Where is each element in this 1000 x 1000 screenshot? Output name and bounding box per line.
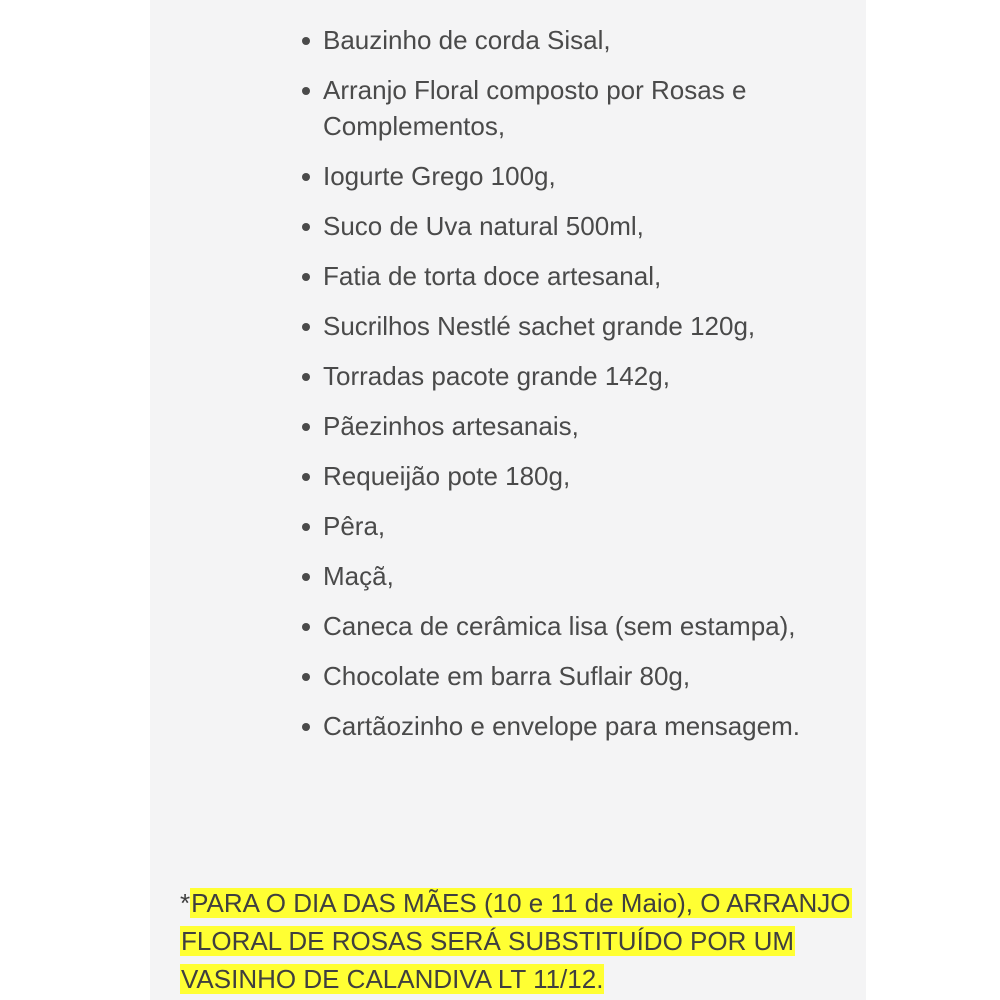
list-item — [323, 308, 843, 344]
list-item — [323, 158, 843, 194]
bullet-icon — [302, 223, 310, 231]
item-text: Chocolate em barra Suflair 80g, — [323, 661, 691, 691]
bullet-icon — [302, 173, 310, 181]
product-description-panel — [150, 0, 866, 1000]
list-item — [323, 458, 843, 494]
bullet-icon — [302, 323, 310, 331]
bullet-icon — [302, 37, 310, 45]
item-text: Maçã, — [323, 561, 394, 591]
list-item — [323, 558, 843, 594]
item-text: Pêra, — [323, 511, 386, 541]
list-item — [323, 72, 843, 144]
bullet-icon — [302, 623, 310, 631]
note-highlighted-text: PARA O DIA DAS MÃES (10 e 11 de Maio), O ARRANJO FLORAL DE ROSAS SERÁ SUBSTITUÍDO POR UM VASINHO DE CALANDIVA LT 11/12. — [181, 888, 851, 994]
bullet-icon — [302, 473, 310, 481]
item-text: Pãezinhos artesanais, — [323, 411, 579, 441]
item-text: Bauzinho de corda Sisal, — [323, 25, 611, 55]
item-text: Requeijão pote 180g, — [323, 461, 571, 491]
item-text: Arranjo Floral composto por Rosas e Complementos, — [323, 75, 747, 141]
list-item — [323, 22, 843, 58]
list-item — [323, 408, 843, 444]
list-item — [323, 508, 843, 544]
note-asterisk: * — [180, 888, 191, 918]
bullet-icon — [302, 523, 310, 531]
list-item — [323, 708, 843, 744]
bullet-icon — [302, 673, 310, 681]
bullet-icon — [302, 723, 310, 731]
items-list — [323, 22, 843, 758]
list-item — [323, 358, 843, 394]
item-text: Fatia de torta doce artesanal, — [323, 261, 662, 291]
item-text: Suco de Uva natural 500ml, — [323, 211, 644, 241]
bullet-icon — [302, 373, 310, 381]
bullet-icon — [302, 87, 310, 95]
list-item — [323, 258, 843, 294]
list-item — [323, 658, 843, 694]
bullet-icon — [302, 423, 310, 431]
item-text: Caneca de cerâmica lisa (sem estampa), — [323, 611, 796, 641]
item-text: Cartãozinho e envelope para mensagem. — [323, 711, 800, 741]
bullet-icon — [302, 573, 310, 581]
item-text: Torradas pacote grande 142g, — [323, 361, 670, 391]
mothers-day-note — [180, 884, 860, 998]
list-item — [323, 608, 843, 644]
item-text: Iogurte Grego 100g, — [323, 161, 556, 191]
bullet-icon — [302, 273, 310, 281]
list-item — [323, 208, 843, 244]
item-text: Sucrilhos Nestlé sachet grande 120g, — [323, 311, 756, 341]
